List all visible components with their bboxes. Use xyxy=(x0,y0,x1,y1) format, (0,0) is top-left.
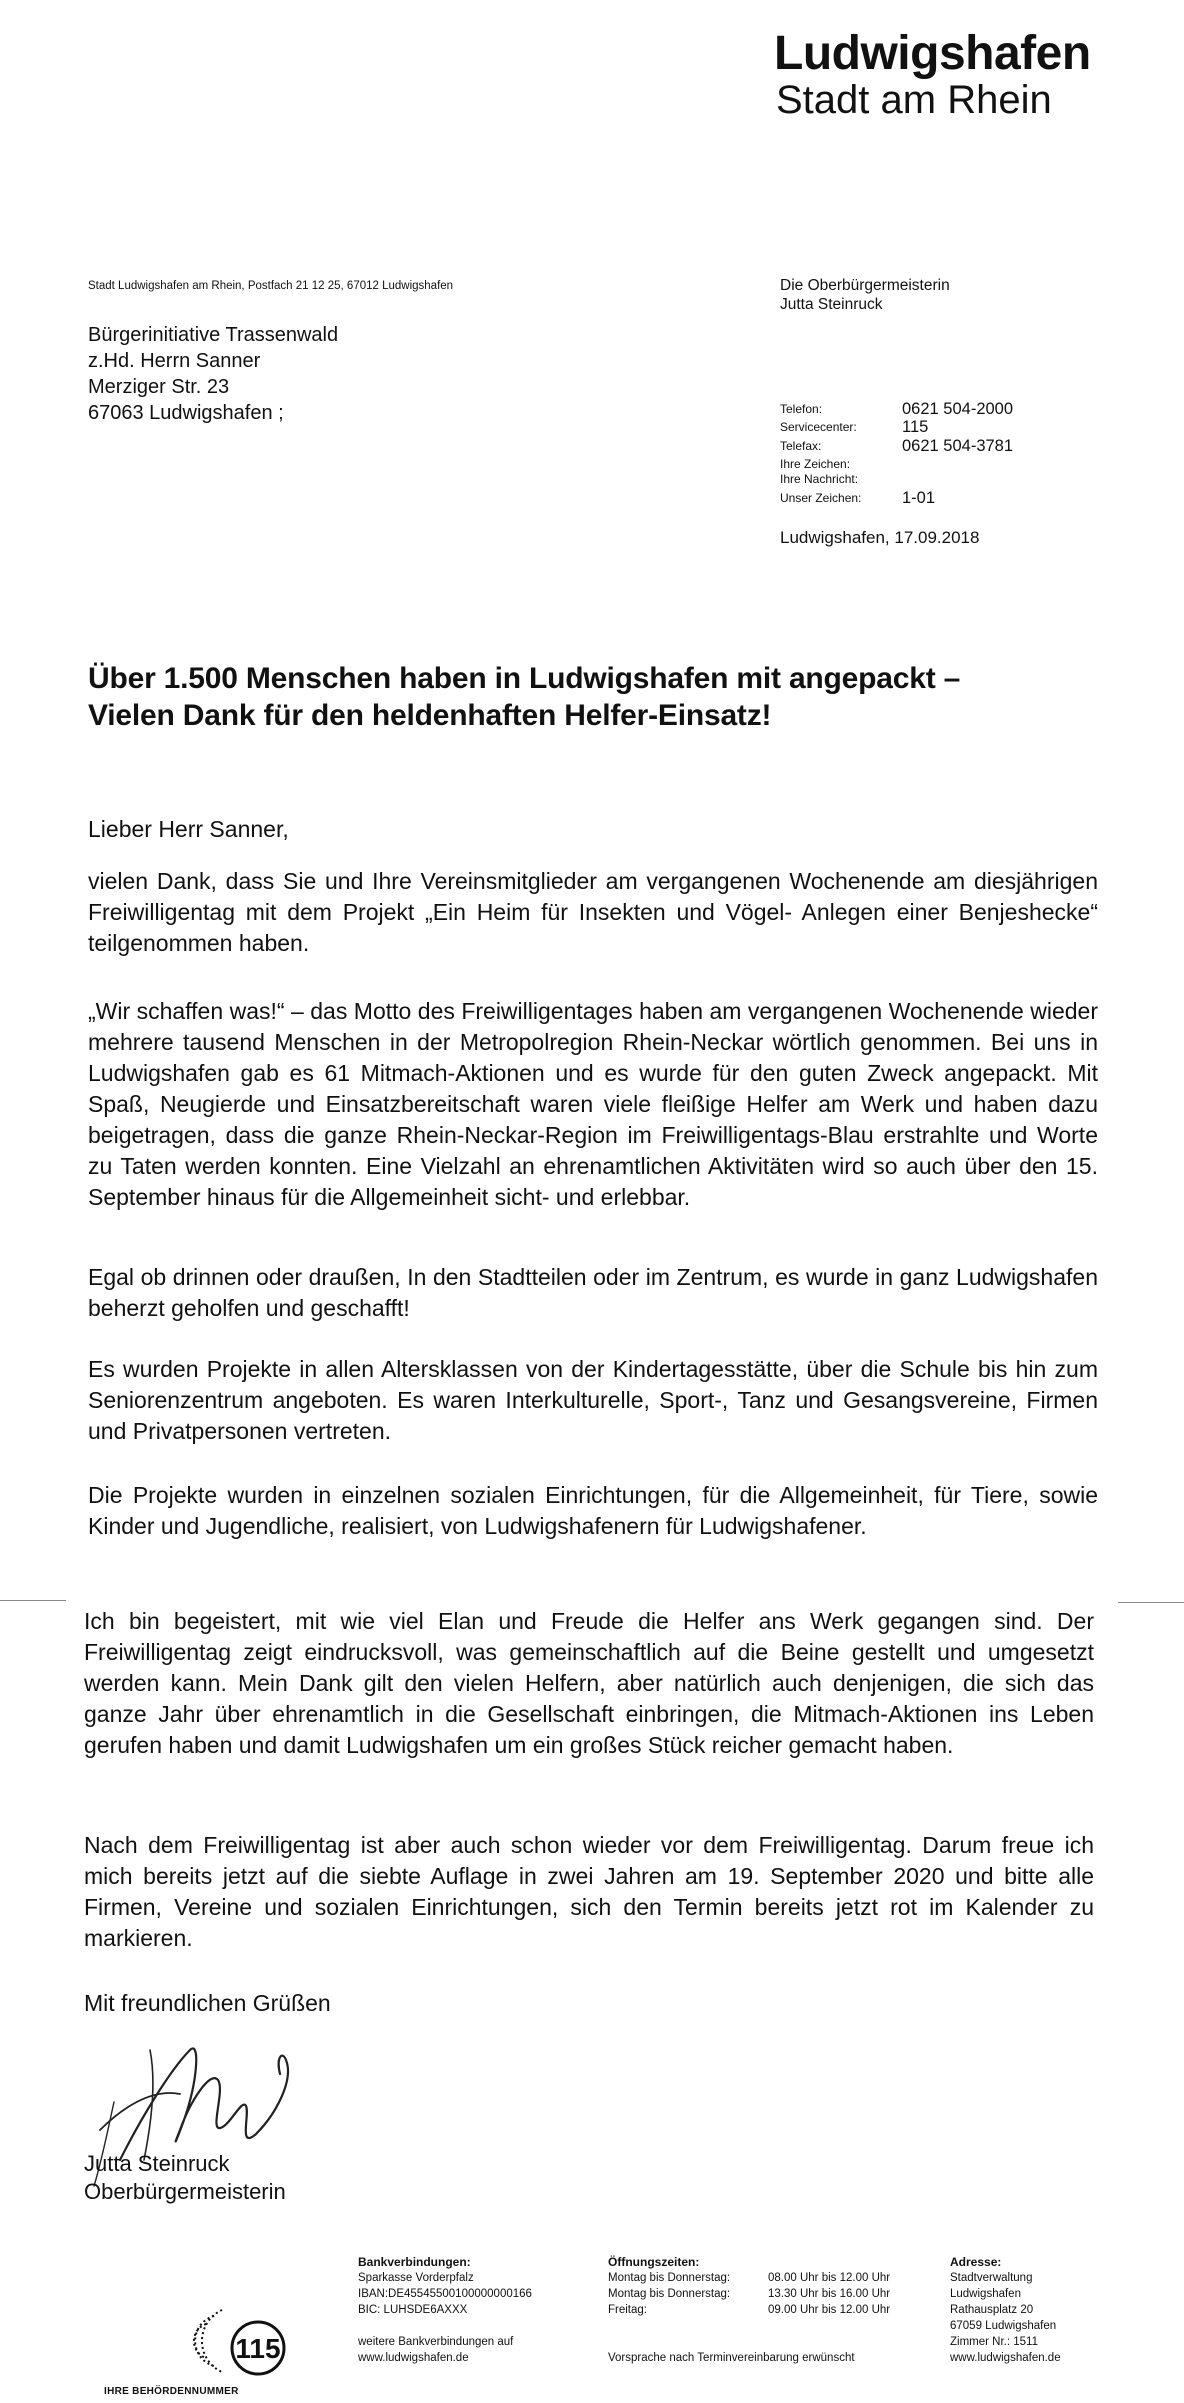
salutation: Lieber Herr Sanner, xyxy=(88,816,289,842)
city-logo-subtitle: Stadt am Rhein xyxy=(776,78,1052,122)
office-title: Die Oberbürgermeisterin xyxy=(780,277,950,294)
bank-line: IBAN:DE45545500100000000166 xyxy=(358,2288,532,2300)
bank-line: BIC: LUHSDE6AXXX xyxy=(358,2304,468,2316)
recipient-line: Bürgerinitiative Trassenwald xyxy=(88,324,339,346)
body-paragraph: Egal ob drinnen oder draußen, In den Stadtteilen oder im Zentrum, es wurde in ganz Ludwigshafen beherzt geholfen und geschafft! xyxy=(88,1264,1098,1321)
contact-label: Servicecenter: xyxy=(780,420,857,434)
contact-label: Unser Zeichen: xyxy=(780,491,862,505)
address-line: Zimmer Nr.: 1511 xyxy=(950,2336,1038,2348)
contact-label: Ihre Zeichen: xyxy=(780,457,851,471)
hours-day: Freitag: xyxy=(608,2304,647,2316)
body-paragraph: „Wir schaffen was!“ – das Motto des Freiwilligentages haben am vergangenen Wochenende wieder mehrere tausend Menschen in der Metropolregion Rhein-Neckar wörtlich genommen. Bei uns in Ludwigshafen gab es 61 Mitmach-Aktionen und es wurde für den guten Zweck angepackt. Mit Spaß, Neugierde und Einsatzbereitschaft waren viele fleißige Helfer am Werk und haben dazu beigetragen, dass die ganze Rhein-Neckar-Region im Freiwilligentags-Blau erstrahlte und Worte zu Taten werden konnten. Eine Vielzahl an ehrenamtlichen Aktivitäten wird so auch über den 15. September hinaus für die Allgemeinheit sicht- und erlebbar. xyxy=(88,998,1098,1210)
scan-edge-line xyxy=(1118,1602,1184,1603)
recipient-line: 67063 Ludwigshafen ; xyxy=(88,402,284,424)
address-line: Rathausplatz 20 xyxy=(950,2304,1034,2316)
hours-day: Montag bis Donnerstag: xyxy=(608,2288,731,2300)
footer-address-block xyxy=(950,2254,1061,2366)
hotline-number: 115 xyxy=(235,2333,281,2364)
bank-website: www.ludwigshafen.de xyxy=(358,2352,469,2364)
office-person: Jutta Steinruck xyxy=(780,296,883,313)
body-paragraph: Ich bin begeistert, mit wie viel Elan und Freude die Helfer ans Werk gegangen sind. Der Freiwilligentag zeigt eindrucksvoll, was gemeinschaftlich auf die Beine gestellt und umgesetzt werden kann. Mein Dank gilt den vielen Helfern, aber natürlich auch denjenigen, die sich das ganze Jahr über ehrenamtlich in die Gesellschaft einbringen, die Mitmach-Aktionen ins Leben gerufen haben und damit Ludwigshafen um ein großes Stück reicher gemacht haben. xyxy=(84,1608,1094,1758)
contact-label: Telefon: xyxy=(780,402,823,416)
body-paragraph: Nach dem Freiwilligentag ist aber auch schon wieder vor dem Freiwilligentag. Darum freue ich mich bereits jetzt auf die siebte Auflage in zwei Jahren am 19. September 2020 und bitte alle Firmen, Vereine und sozialen Einrichtungen, sich den Termin bereits jetzt rot im Kalender zu markieren. xyxy=(84,1832,1094,1951)
hours-row xyxy=(608,2270,891,2286)
letter-subject xyxy=(88,660,960,734)
footer-hours-block xyxy=(608,2254,891,2366)
address-line: Ludwigshafen xyxy=(950,2288,1021,2300)
signer-title: Oberbürgermeisterin xyxy=(84,2179,286,2204)
body-paragraph: Die Projekte wurden in einzelnen sozialen Einrichtungen, für die Allgemeinheit, für Tiere, sowie Kinder und Jugendliche, realisiert, von Ludwigshafenern für Ludwigshafener. xyxy=(88,1482,1098,1539)
subject-line: Über 1.500 Menschen haben in Ludwigshafen mit angepackt – xyxy=(88,662,961,695)
contact-value: 115 xyxy=(902,418,929,436)
bank-line: Sparkasse Vorderpfalz xyxy=(358,2272,474,2284)
contact-value: 1-01 xyxy=(902,489,936,507)
recipient-line: z.Hd. Herrn Sanner xyxy=(88,350,261,372)
contact-value: 0621 504-3781 xyxy=(902,437,1014,455)
contact-value: 0621 504-2000 xyxy=(902,400,1014,418)
hotline-label: IHRE BEHÖRDENNUMMER xyxy=(104,2386,239,2397)
hours-heading: Öffnungszeiten: xyxy=(608,2255,700,2269)
closing-phrase: Mit freundlichen Grüßen xyxy=(84,1990,331,2016)
signer-name: Jutta Steinruck xyxy=(84,2151,230,2176)
recipient-line: Merziger Str. 23 xyxy=(88,376,230,398)
contact-label: Ihre Nachricht: xyxy=(780,472,859,486)
recipient-address xyxy=(88,322,338,426)
subject-line: Vielen Dank für den heldenhaften Helfer-Einsatz! xyxy=(88,699,772,732)
hours-time: 08.00 Uhr bis 12.00 Uhr xyxy=(768,2272,891,2284)
bank-more: weitere Bankverbindungen auf xyxy=(358,2336,514,2348)
contact-label: Telefax: xyxy=(780,439,822,453)
address-website: www.ludwigshafen.de xyxy=(950,2352,1061,2364)
hours-row xyxy=(608,2286,891,2302)
letter-date: Ludwigshafen, 17.09.2018 xyxy=(780,528,980,547)
signer-block xyxy=(84,2150,286,2206)
address-heading: Adresse: xyxy=(950,2255,1002,2269)
hours-time: 13.30 Uhr bis 16.00 Uhr xyxy=(768,2288,891,2300)
bank-heading: Bankverbindungen: xyxy=(358,2255,471,2269)
hotline-115-logo xyxy=(186,2300,296,2382)
scan-edge-line xyxy=(0,1600,66,1601)
office-block xyxy=(780,276,950,314)
hours-note: Vorsprache nach Terminvereinbarung erwünscht xyxy=(608,2352,855,2364)
address-line: 67059 Ludwigshafen xyxy=(950,2320,1057,2332)
footer-bank-block xyxy=(358,2254,532,2366)
hours-row xyxy=(608,2302,891,2318)
city-logo-name: Ludwigshafen xyxy=(774,27,1091,80)
body-paragraph: Es wurden Projekte in allen Altersklassen von der Kindertagesstätte, über die Schule bis hin zum Seniorenzentrum angeboten. Es waren Interkulturelle, Sport-, Tanz und Gesangsvereine, Firmen und Privatpersonen vertreten. xyxy=(88,1356,1098,1444)
address-line: Stadtverwaltung xyxy=(950,2272,1033,2284)
sender-return-address: Stadt Ludwigshafen am Rhein, Postfach 21 12 25, 67012 Ludwigshafen xyxy=(88,280,454,292)
body-paragraph: vielen Dank, dass Sie und Ihre Vereinsmitglieder am vergangenen Wochenende am diesjährigen Freiwilligentag mit dem Projekt „Ein Heim für Insekten und Vögel- Anlegen einer Benjeshecke“ teilgenommen haben. xyxy=(88,868,1098,956)
hours-day: Montag bis Donnerstag: xyxy=(608,2272,731,2284)
hours-time: 09.00 Uhr bis 12.00 Uhr xyxy=(768,2304,891,2316)
